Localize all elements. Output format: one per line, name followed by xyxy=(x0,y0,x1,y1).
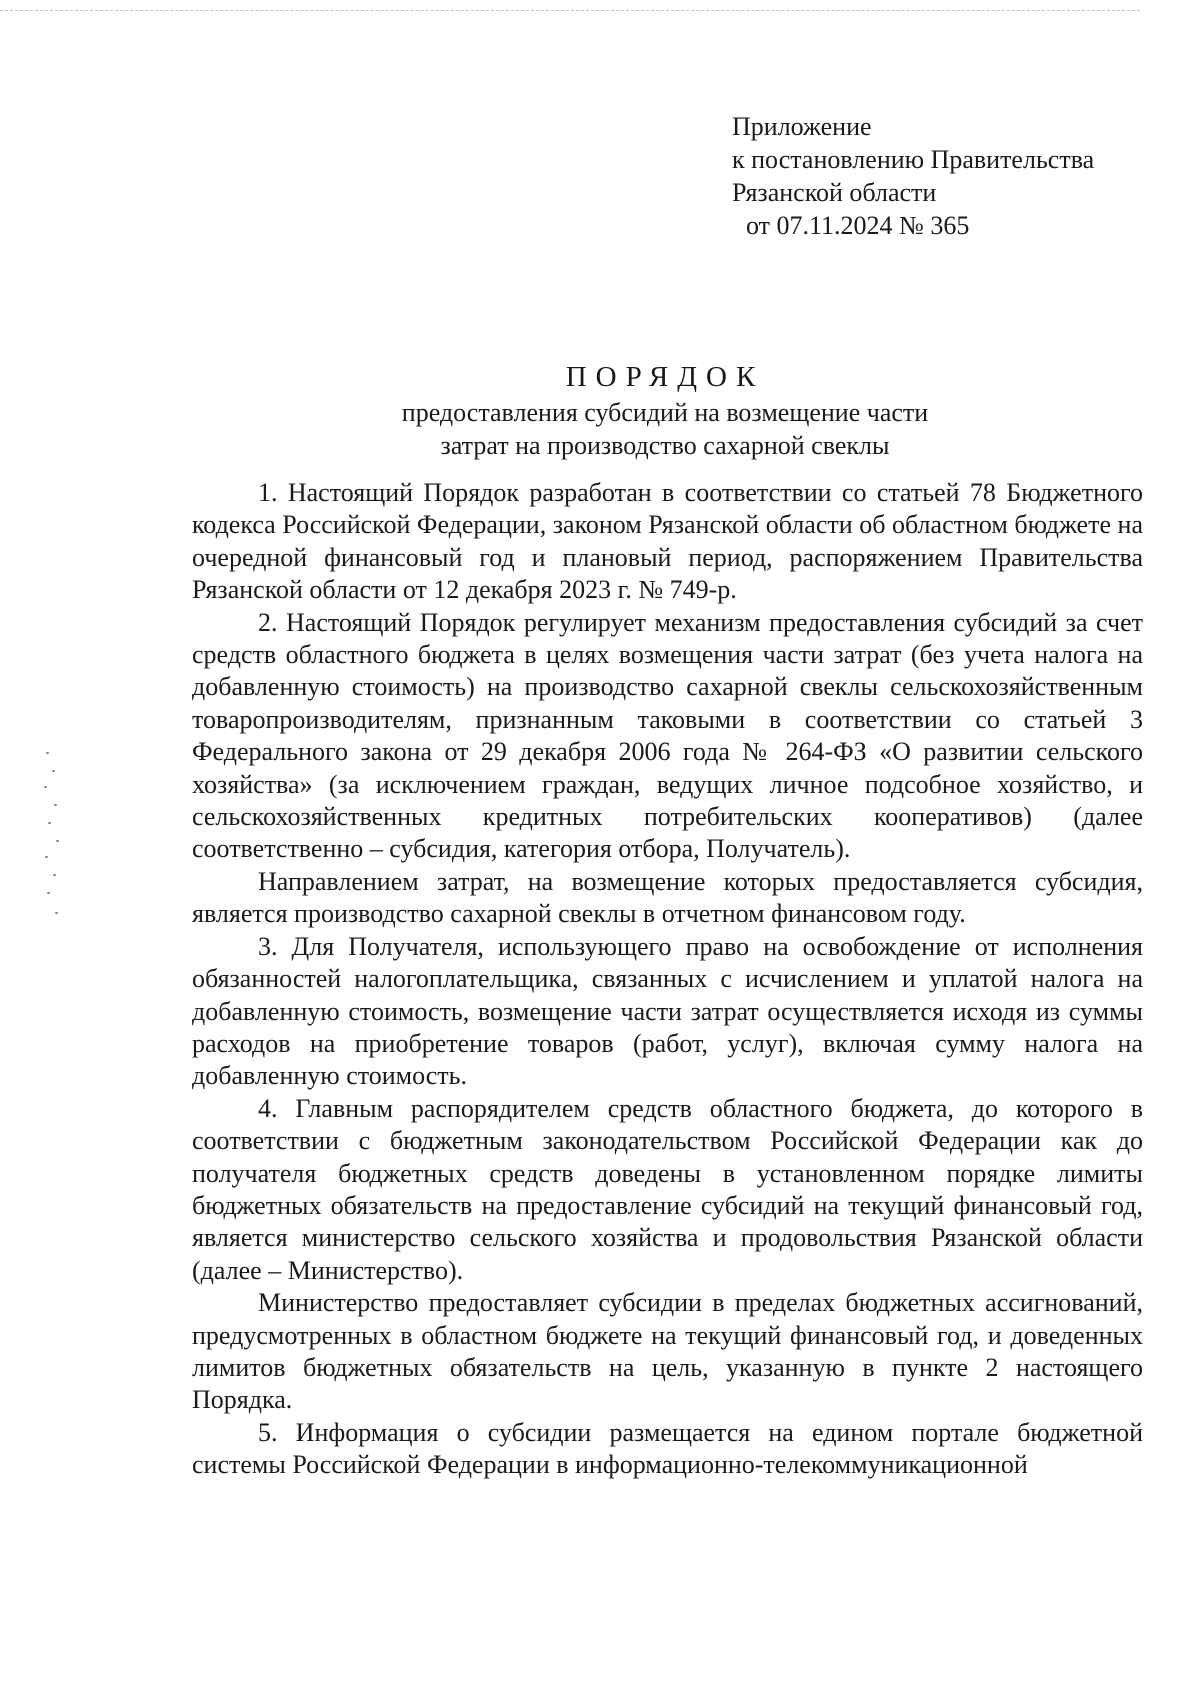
document-title: ПОРЯДОК xyxy=(565,361,765,393)
paragraph-4-continued: Министерство предоставляет субсидии в пределах бюджетных ассигнований, предусмотренных в областном бюджете на текущий финансовый год, и доведенных лимитов бюджетных обязательств на цель, указанную в пункте 2 настоящего Порядка. xyxy=(192,1288,1143,1415)
document-title-block xyxy=(190,358,1140,462)
paragraph-4: 4. Главным распорядителем средств областного бюджета, до которого в соответствии с бюджетным законодательством Российской Федерации как до получателя бюджетных средств доведены в установленном порядке лимиты бюджетных обязательств на предоставление субсидий на текущий финансовый год, является министерство сельского хозяйства и продовольствия Рязанской области (далее – Министерство). xyxy=(192,1093,1143,1285)
appendix-resolution-ref: к постановлению Правительства xyxy=(732,145,1095,174)
paragraph-1: 1. Настоящий Порядок разработан в соответствии со статьей 78 Бюджетного кодекса Российской Федерации, законом Рязанской области об областном бюджете на очередной финансовый год и плановый период, распоряжением Правительства Рязанской области от 12 декабря 2023 г. № 749-р. xyxy=(192,478,1143,605)
document-subtitle-line-2: затрат на производство сахарной свеклы xyxy=(440,431,890,460)
appendix-label: Приложение xyxy=(732,112,872,141)
paragraph-5: 5. Информация о субсидии размещается на едином портале бюджетной системы Российской Федерации в информационно-телекоммуникационной xyxy=(192,1417,1143,1480)
appendix-region: Рязанской области xyxy=(732,178,937,207)
appendix-date-number: от 07.11.2024 № 365 xyxy=(746,211,970,240)
paragraph-2: 2. Настоящий Порядок регулирует механизм предоставления субсидий за счет средств областного бюджета в целях возмещения части затрат (без учета налога на добавленную стоимость) на производство сахарной свеклы сельскохозяйственным товаропроизводителям, признанным таковыми в соответствии со статьей 3 Федерального закона от 29 декабря 2006 года № 264-ФЗ «О развитии сельского хозяйства» (за исключением граждан, ведущих личное подсобное хозяйство, и сельскохозяйственных кредитных потребительских кооперативов) (далее соответственно – субсидия, категория отбора, Получатель). xyxy=(192,607,1143,864)
document-body xyxy=(192,477,1143,1482)
scan-edge-artifact xyxy=(0,10,1140,11)
paragraph-2-continued: Направлением затрат, на возмещение которых предоставляется субсидия, является производство сахарной свеклы в отчетном финансовом году. xyxy=(192,866,1143,929)
paragraph-3: 3. Для Получателя, использующего право на освобождение от исполнения обязанностей налогоплательщика, связанных с исчислением и уплатой налога на добавленную стоимость, возмещение части затрат осуществляется исходя из суммы расходов на приобретение товаров (работ, услуг), включая сумму налога на добавленную стоимость. xyxy=(192,931,1143,1091)
binding-marks xyxy=(42,752,64,922)
document-subtitle-line-1: предоставления субсидий на возмещение части xyxy=(401,398,929,427)
appendix-header xyxy=(732,110,1172,242)
